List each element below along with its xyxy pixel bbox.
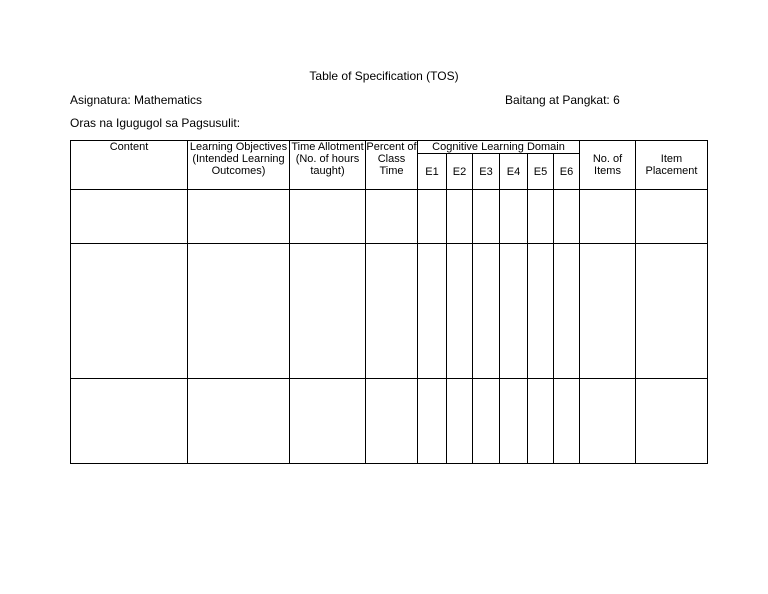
table-cell[interactable] xyxy=(447,379,473,464)
document-title: Table of Specification (TOS) xyxy=(309,69,459,83)
table-cell[interactable] xyxy=(447,244,473,379)
table-cell[interactable] xyxy=(636,190,708,244)
table-cell[interactable] xyxy=(554,379,580,464)
table-cell[interactable] xyxy=(473,379,500,464)
table-cell[interactable] xyxy=(418,244,447,379)
table-cell[interactable] xyxy=(418,379,447,464)
table-row xyxy=(71,379,708,464)
grade-section-label: Baitang at Pangkat: 6 xyxy=(505,93,620,107)
table-cell[interactable] xyxy=(500,379,528,464)
table-cell[interactable] xyxy=(290,244,366,379)
table-cell[interactable] xyxy=(636,244,708,379)
subject-label: Asignatura: Mathematics xyxy=(70,93,203,107)
table-cell[interactable] xyxy=(188,244,290,379)
table-row xyxy=(71,190,708,244)
table-cell[interactable] xyxy=(500,190,528,244)
header-learning-objectives: Learning Objectives (Intended Learning Outcomes) xyxy=(188,141,290,190)
table-cell[interactable] xyxy=(554,190,580,244)
table-cell[interactable] xyxy=(366,244,418,379)
table-cell[interactable] xyxy=(580,379,636,464)
table-cell[interactable] xyxy=(188,379,290,464)
table-cell[interactable] xyxy=(366,379,418,464)
header-no-of-items: No. of Items xyxy=(580,141,636,190)
table-cell[interactable] xyxy=(636,379,708,464)
table-cell[interactable] xyxy=(580,244,636,379)
table-cell[interactable] xyxy=(290,379,366,464)
header-e5: E5 xyxy=(528,154,554,190)
table-cell[interactable] xyxy=(71,379,188,464)
exam-hours-label: Oras na Igugugol sa Pagsusulit: xyxy=(70,116,241,130)
header-percent-class-time: Percent of Class Time xyxy=(366,141,418,190)
table-cell[interactable] xyxy=(418,190,447,244)
table-cell[interactable] xyxy=(473,190,500,244)
header-content: Content xyxy=(71,141,188,190)
header-e3: E3 xyxy=(473,154,500,190)
table-cell[interactable] xyxy=(290,190,366,244)
header-e6: E6 xyxy=(554,154,580,190)
table-cell[interactable] xyxy=(71,244,188,379)
header-e4: E4 xyxy=(500,154,528,190)
table-cell[interactable] xyxy=(188,190,290,244)
table-cell[interactable] xyxy=(71,190,188,244)
tos-table xyxy=(70,140,708,464)
header-e1: E1 xyxy=(418,154,447,190)
table-cell[interactable] xyxy=(554,244,580,379)
table-cell[interactable] xyxy=(528,379,554,464)
table-cell[interactable] xyxy=(366,190,418,244)
table-cell[interactable] xyxy=(528,190,554,244)
table-cell[interactable] xyxy=(580,190,636,244)
header-time-allotment: Time Allotment (No. of hours taught) xyxy=(290,141,366,190)
table-row xyxy=(71,244,708,379)
table-cell[interactable] xyxy=(447,190,473,244)
table-cell[interactable] xyxy=(473,244,500,379)
header-cognitive-domain: Cognitive Learning Domain xyxy=(418,141,580,154)
table-cell[interactable] xyxy=(528,244,554,379)
table-cell[interactable] xyxy=(500,244,528,379)
header-e2: E2 xyxy=(447,154,473,190)
header-item-placement: Item Placement xyxy=(636,141,708,190)
